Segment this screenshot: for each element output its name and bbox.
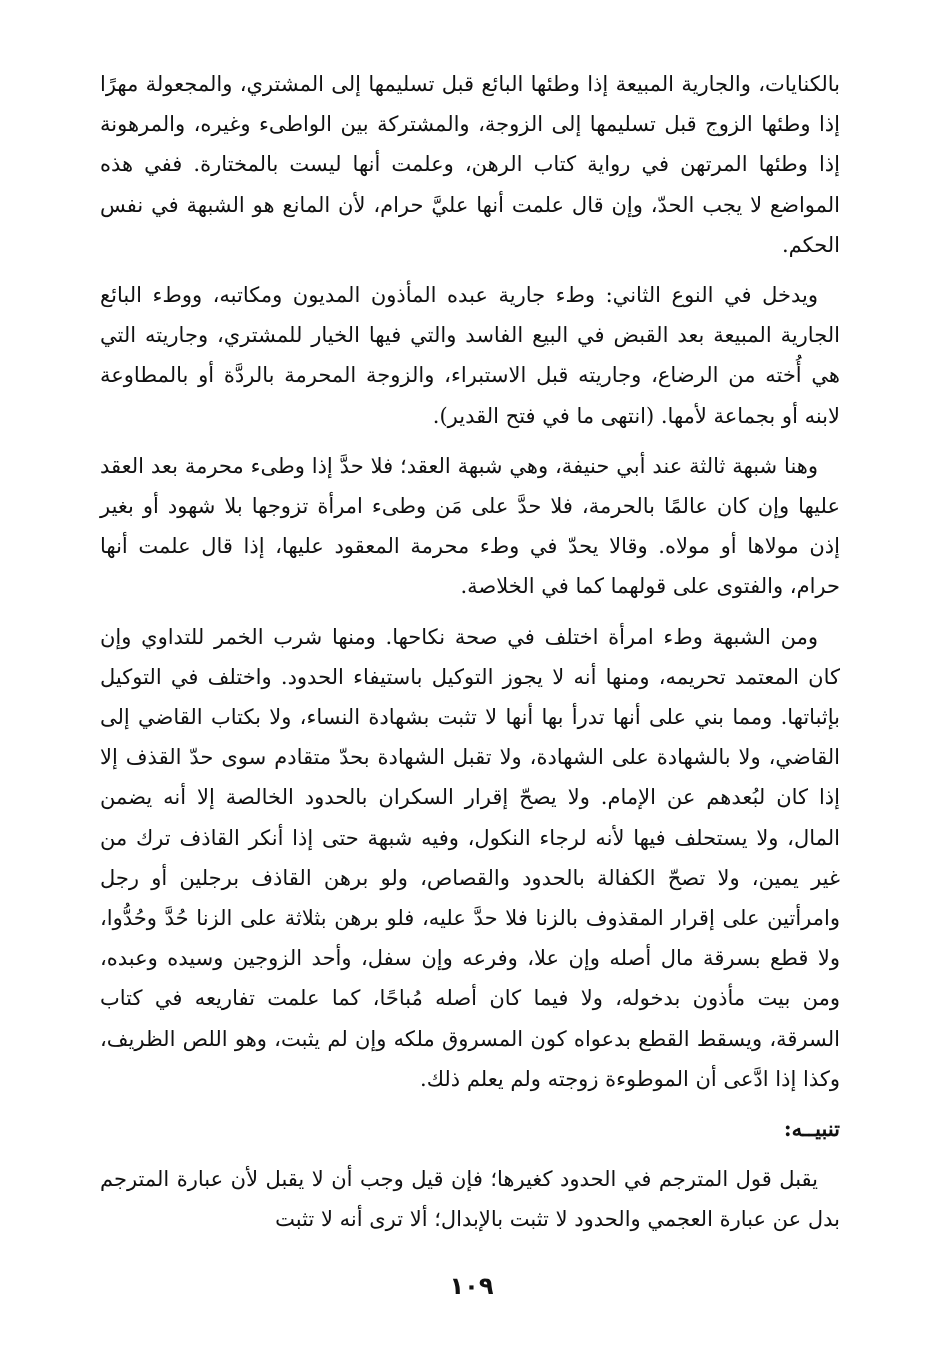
section-heading: تنبيــه: bbox=[783, 1116, 840, 1142]
paragraph-5: يقبل قول المترجم في الحدود كغيرها؛ فإن قيل وجب أن لا يقبل لأن عبارة المترجم بدل عن عبارة العجمي والحدود لا تثبت بالإبدال؛ ألا ترى أنه لا تثبت bbox=[100, 1167, 840, 1232]
page-body bbox=[100, 64, 840, 1250]
page-number: ١٠٩ bbox=[449, 1272, 494, 1300]
paragraph-2: ويدخل في النوع الثاني: وطء جارية عبده المأذون المديون ومكاتبه، ووطء البائع الجارية المبيعة بعد القبض في البيع الفاسد والتي فيها الخيار للمشتري، وجاريته التي هي أُخته من الرضاع، وجاريته قبل الاستبراء، والزوجة المحرمة بالردَّة أو بالمطاوعة لابنه أو بجماعة لأمها. (انتهى ما في فتح القدير). bbox=[100, 283, 840, 428]
paragraph-4: ومن الشبهة وطء امرأة اختلف في صحة نكاحها. ومنها شرب الخمر للتداوي وإن كان المعتمد تحريمه، ومنها أنه لا يجوز التوكيل باستيفاء الحدود. واختلف في التوكيل بإثباتها. ومما بني على أنها تدرأ بها أنها لا تثبت بشهادة النساء، ولا بكتاب القاضي إلى القاضي، ولا بالشهادة على الشهادة، ولا تقبل الشهادة بحدّ متقادم سوى حدّ القذف إلا إذا كان لبُعدهم عن الإمام. ولا يصحّ إقرار السكران بالحدود الخالصة إلا أنه يضمن المال، ولا يستحلف فيها لأنه لرجاء النكول، وفيه شبهة حتى إذا أنكر القاذف ترك من غير يمين، ولا تصحّ الكفالة بالحدود والقصاص، ولو برهن القاذف برجلين أو رجل وامرأتين على إقرار المقذوف بالزنا فلا حدَّ عليه، فلو برهن بثلاثة على الزنا حُدَّ وحُدُّوا، ولا قطع بسرقة مال أصله وإن علا، وفرعه وإن سفل، وأحد الزوجين وسيده وعبده، ومن بيت مأذون بدخوله، ولا فيما كان أصله مُباحًا، كما علمت تفاريعه في كتاب السرقة، ويسقط القطع بدعواه كون المسروق ملكه وإن لم يثبت، وهو اللص الظريف، وكذا إذا ادَّعى أن الموطوءة زوجته ولم يعلم ذلك. bbox=[100, 624, 841, 1091]
paragraph-1: بالكنايات، والجارية المبيعة إذا وطئها البائع قبل تسليمها إلى المشتري، والمجعولة مهرًا إذا وطئها الزوج قبل تسليمها إلى الزوجة، والمشتركة بين الواطىء وغيره، والمرهونة إذا وطئها المرتهن في رواية كتاب الرهن، وعلمت أنها ليست بالمختارة. ففي هذه المواضع لا يجب الحدّ، وإن قال علمت أنها عليَّ حرام، لأن المانع هو الشبهة في نفس الحكم. bbox=[100, 72, 840, 257]
paragraph-3: وهنا شبهة ثالثة عند أبي حنيفة، وهي شبهة العقد؛ فلا حدَّ إذا وطىء محرمة بعد العقد عليها وإن كان عالمًا بالحرمة، فلا حدَّ على مَن وطىء امرأة تزوجها بلا شهود أو بغير إذن مولاها أو مولاه. وقالا يحدّ في وطء محرمة المعقود عليها، إذا قال علمت أنها حرام، والفتوى على قولهما كما في الخلاصة. bbox=[100, 453, 840, 599]
